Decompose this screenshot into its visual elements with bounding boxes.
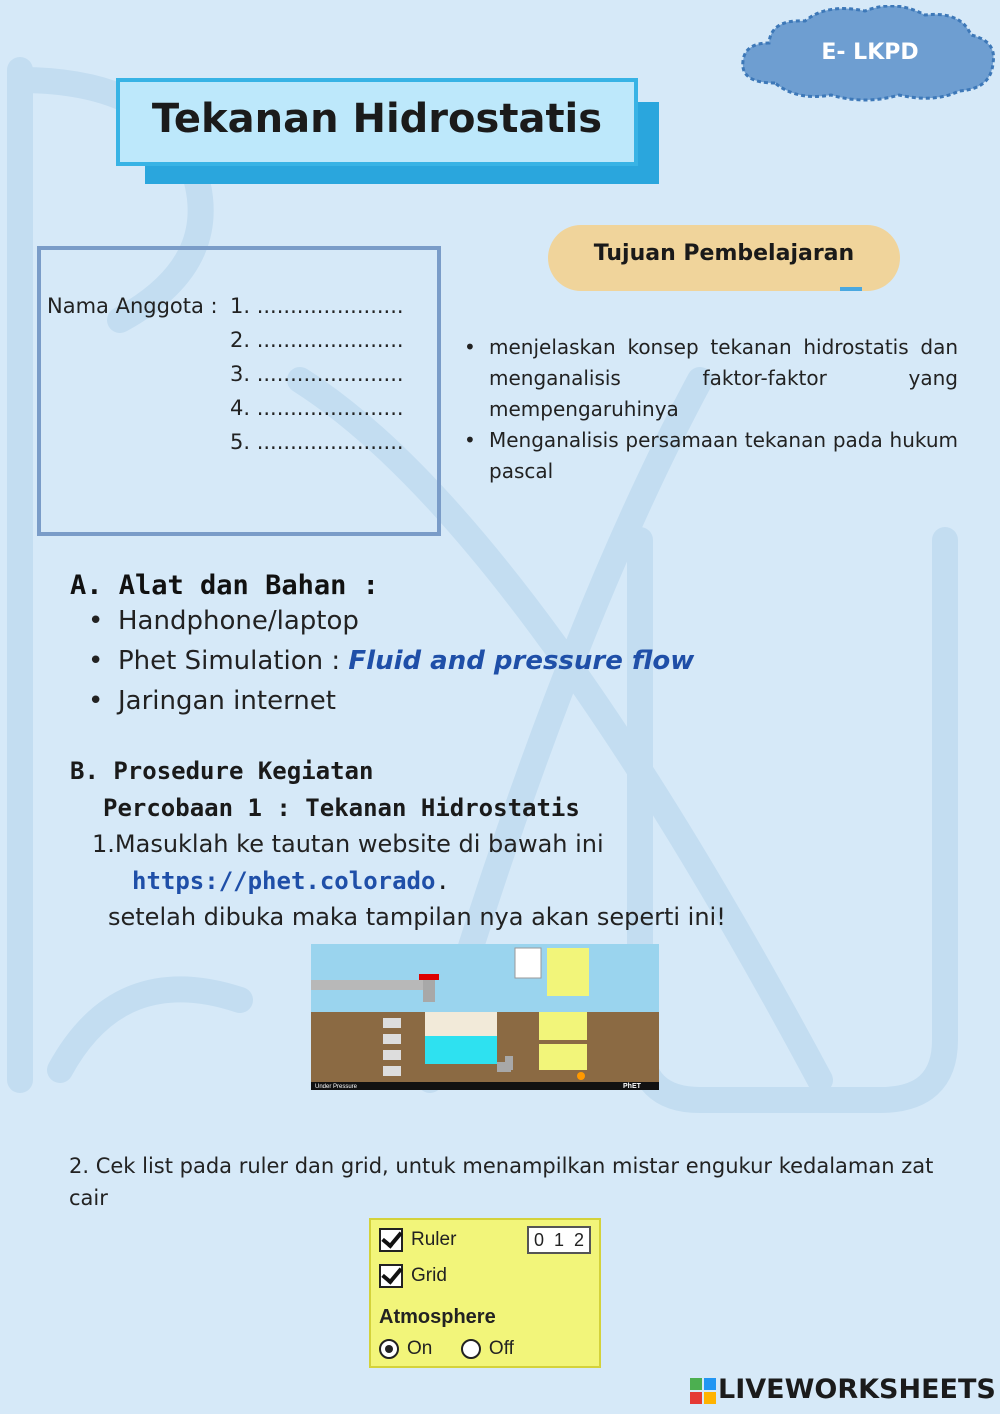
ruler-tick: 2 [573, 1229, 584, 1250]
objective-text: menjelaskan konsep tekanan hidrostatis dan menganalisis faktor-faktor yang mempengaruhinya [489, 335, 958, 421]
bullet-icon: • [88, 686, 104, 716]
members-list [230, 289, 404, 459]
step-1-link-row [132, 867, 450, 895]
simulation-screenshot [311, 944, 659, 1090]
radio-off-icon[interactable] [461, 1339, 481, 1359]
section-b-title: B. Prosedure Kegiatan [70, 757, 374, 785]
objectives-list [462, 332, 958, 487]
list-item [70, 681, 694, 721]
atmosphere-options [379, 1338, 514, 1360]
item-text: Phet Simulation : [118, 646, 341, 676]
page-title: Tekanan Hidrostatis [151, 96, 603, 142]
atmosphere-title: Atmosphere [379, 1306, 496, 1328]
section-a [70, 570, 694, 721]
step-1-note: setelah dibuka maka tampilan nya akan seperti ini! [108, 903, 726, 931]
bullet-icon: • [88, 646, 104, 676]
bullet-icon: • [464, 428, 476, 452]
grid-label: Grid [411, 1265, 447, 1287]
ruler-option[interactable] [379, 1228, 456, 1252]
ruler-tick: 0 [533, 1229, 544, 1250]
section-a-title: A. Alat dan Bahan : [70, 570, 379, 601]
checkbox-checked-icon[interactable] [379, 1228, 403, 1252]
pill-accent [840, 287, 862, 291]
sim-brand: PhET [623, 1083, 641, 1090]
bullet-icon: • [88, 606, 104, 636]
ruler-icon [527, 1226, 591, 1254]
off-label: Off [488, 1338, 514, 1359]
footer-brand-text: LIVEWORKSHEETS [718, 1374, 996, 1405]
on-label: On [407, 1338, 433, 1359]
phet-website-link[interactable]: https://phet.colorado [132, 867, 436, 895]
phet-simulation-link[interactable]: Fluid and pressure flow [348, 646, 695, 676]
objective-text: Menganalisis persamaan tekanan pada hukum pascal [489, 428, 958, 483]
objectives-title: Tujuan Pembelajaran [593, 241, 855, 266]
item-text: Handphone/laptop [118, 606, 359, 636]
member-slot-4[interactable]: 4. ...................... [230, 396, 404, 420]
grid-option[interactable] [379, 1264, 447, 1288]
step-text: Masuklah ke tautan website di bawah ini [114, 830, 604, 858]
step-2: 2. Cek list pada ruler dan grid, untuk menampilkan mistar engukur kedalaman zat cair [69, 1154, 934, 1210]
link-suffix: . [435, 867, 450, 895]
step-1 [92, 830, 604, 858]
list-item [70, 601, 694, 641]
experiment-subtitle: Percobaan 1 : Tekanan Hidrostatis [103, 794, 580, 822]
radio-on-icon[interactable] [379, 1339, 399, 1359]
list-item [70, 641, 694, 681]
step-number: 1. [92, 830, 115, 858]
liveworksheets-logo-icon [690, 1378, 716, 1404]
bullet-icon: • [464, 335, 476, 359]
member-slot-1[interactable]: 1. ...................... [230, 294, 404, 318]
ruler-grid-panel [369, 1218, 601, 1368]
ruler-label: Ruler [411, 1229, 457, 1251]
ruler-tick: 1 [553, 1229, 564, 1250]
item-text: Jaringan internet [118, 686, 336, 716]
objective-item [462, 332, 958, 425]
badge-label: E- LKPD [821, 40, 919, 65]
member-slot-3[interactable]: 3. ...................... [230, 362, 404, 386]
member-slot-5[interactable]: 5. ...................... [230, 430, 404, 454]
objective-item [462, 425, 958, 487]
sim-caption: Under Pressure [315, 1084, 358, 1090]
member-slot-2[interactable]: 2. ...................... [230, 328, 404, 352]
footer-brand [690, 1374, 996, 1405]
members-label: Nama Anggota : [47, 294, 218, 318]
checkbox-checked-icon[interactable] [379, 1264, 403, 1288]
